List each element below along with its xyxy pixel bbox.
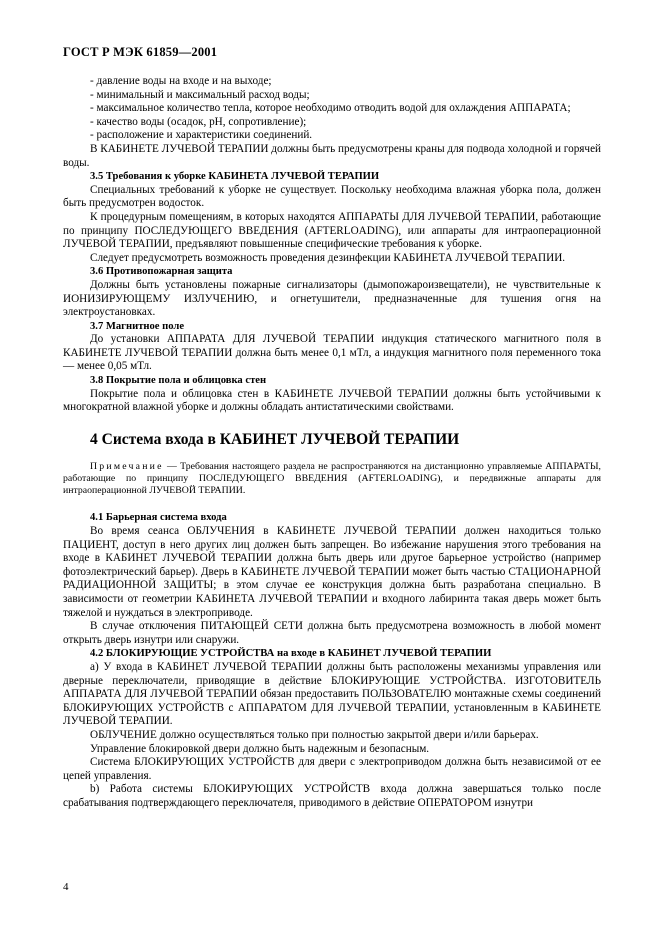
subsection-heading-3-6: 3.6 Противопожарная защита [90, 266, 233, 278]
section-heading-4: 4 Система входа в КАБИНЕТ ЛУЧЕВОЙ ТЕРАПИИ [90, 430, 460, 448]
page-content [63, 75, 601, 811]
subsection-heading-4-1: 4.1 Барьерная система входа [90, 512, 227, 524]
paragraph: а) У входа в КАБИНЕТ ЛУЧЕВОЙ ТЕРАПИИ должны быть расположены механизмы управления или дверные переключатели, приводящие в действие БЛОКИРУЮЩИЕ УСТРОЙСТВА. ИЗГОТОВИТЕЛЬ АППАРАТА ДЛЯ ЛУЧЕВОЙ ТЕРАПИИ обязан предоставить ПОЛЬЗОВАТЕЛЮ монтажные схемы соединений БЛОКИРУЮЩИХ УСТРОЙСТВ с АППАРАТОМ ДЛЯ ЛУЧЕВОЙ ТЕРАПИИ, установленным в КАБИНЕТЕ ЛУЧЕВОЙ ТЕРАПИИ. [63, 660, 601, 728]
paragraph: Следует предусмотреть возможность проведения дезинфекции КАБИНЕТА ЛУЧЕВОЙ ТЕРАПИИ. [90, 251, 566, 264]
paragraph: До установки АППАРАТА ДЛЯ ЛУЧЕВОЙ ТЕРАПИИ индукция статического магнитного поля в КАБИНЕТЕ ЛУЧЕВОЙ ТЕРАПИИ должна быть менее 0,1 мТл, а индукция магнитного поля переменного тока — менее 0,05 мТл. [63, 333, 601, 373]
paragraph: Должны быть установлены пожарные сигнализаторы (дымопожароизвещатели), не чувствительные к ИОНИЗИРУЮЩЕМУ ИЗЛУЧЕНИЮ, и огнетушители, предназначенные для тушения огня на электроустановках. [63, 278, 601, 319]
paragraph: К процедурным помещениям, в которых находятся АППАРАТЫ ДЛЯ ЛУЧЕВОЙ ТЕРАПИИ, работающие по принципу ПОСЛЕДУЮЩЕГО ВВЕДЕНИЯ (AFTERLOADING), или аппараты для интраоперационной ЛУЧЕВОЙ ТЕРАПИИ, предъявляют повышенные специфические требования к уборке. [63, 210, 601, 251]
note-text: — Требования настоящего раздела не распространяются на дистанционно управляемые АППАРАТЫ, работающие по принципу ПОСЛЕДУЮЩЕГО ВВЕДЕНИЯ (AFTERLOADING), и передвижные аппараты для интраоперационной ЛУЧЕВОЙ ТЕРАПИИ. [63, 460, 601, 497]
paragraph: В КАБИНЕТЕ ЛУЧЕВОЙ ТЕРАПИИ должны быть предусмотрены краны для подвода холодной и горячей воды. [63, 142, 602, 169]
paragraph: Система БЛОКИРУЮЩИХ УСТРОЙСТВ для двери с электроприводом должна быть независимой от ее цепей управления. [63, 756, 601, 782]
subsection-heading-4-2: 4.2 БЛОКИРУЮЩИЕ УСТРОЙСТВА на входе в КАБИНЕТ ЛУЧЕВОЙ ТЕРАПИИ [90, 648, 492, 660]
note-label: Примечание [90, 460, 164, 472]
note [63, 461, 601, 498]
paragraph: Управление блокировкой двери должно быть надежным и безопасным. [90, 742, 430, 755]
list-item: - давление воды на входе и на выходе; [90, 75, 272, 87]
list-item: - расположение и характеристики соединений. [90, 129, 313, 142]
subsection-heading-3-8: 3.8 Покрытие пола и облицовка стен [90, 375, 267, 387]
list-item: - качество воды (осадок, pH, сопротивление); [90, 115, 307, 128]
paragraph: b) Работа системы БЛОКИРУЮЩИХ УСТРОЙСТВ входа должна завершаться только после срабатывания подтверждающего переключателя, приводимого в действие ОПЕРАТОРОМ изнутри [63, 783, 601, 809]
paragraph: Специальных требований к уборке не существует. Поскольку необходима влажная уборка пола, должен быть предусмотрен водосток. [63, 183, 601, 210]
paragraph: В случае отключения ПИТАЮЩЕЙ СЕТИ должна быть предусмотрена возможность в любой момент открыть дверь изнутри или снаружи. [63, 620, 601, 646]
page-number: 4 [63, 881, 69, 893]
list-item: - максимальное количество тепла, которое необходимо отводить водой для охлаждения АППАРАТА; [90, 102, 571, 115]
subsection-heading-3-7: 3.7 Магнитное поле [90, 320, 185, 332]
standard-header: ГОСТ Р МЭК 61859—2001 [63, 45, 218, 59]
subsection-heading-3-5: 3.5 Требования к уборке КАБИНЕТА ЛУЧЕВОЙ ТЕРАПИИ [90, 171, 380, 183]
paragraph: ОБЛУЧЕНИЕ должно осуществляться только при полностью закрытой двери и/или барьерах. [90, 728, 539, 741]
paragraph: Во время сеанса ОБЛУЧЕНИЯ в КАБИНЕТЕ ЛУЧЕВОЙ ТЕРАПИИ должен находиться только ПАЦИЕНТ, доступ в него других лиц должен быть запрещен. Во избежание нарушения этого требования на входе в КАБИНЕТ ЛУЧЕВОЙ ТЕРАПИИ должна быть дверь или другое барьерное устройство (например фотоэлектрический барьер). Дверь в КАБИНЕТЕ ЛУЧЕВОЙ ТЕРАПИИ может быть частью СТАЦИОНАРНОЙ РАДИАЦИОННОЙ ЗАЩИТЫ; в этом случае ее конструкция должна быть разработана специально. В зависимости от геометрии КАБИНЕТА ЛУЧЕВОЙ ТЕРАПИИ и входного лабиринта такая дверь может быть тяжелой и нуждаться в электроприводе. [63, 525, 601, 619]
paragraph: Покрытие пола и облицовка стен в КАБИНЕТЕ ЛУЧЕВОЙ ТЕРАПИИ должны быть устойчивыми к многократной влажной уборке и должны обладать антистатическими свойствами. [63, 387, 601, 414]
list-item: - минимальный и максимальный расход воды; [90, 88, 310, 101]
